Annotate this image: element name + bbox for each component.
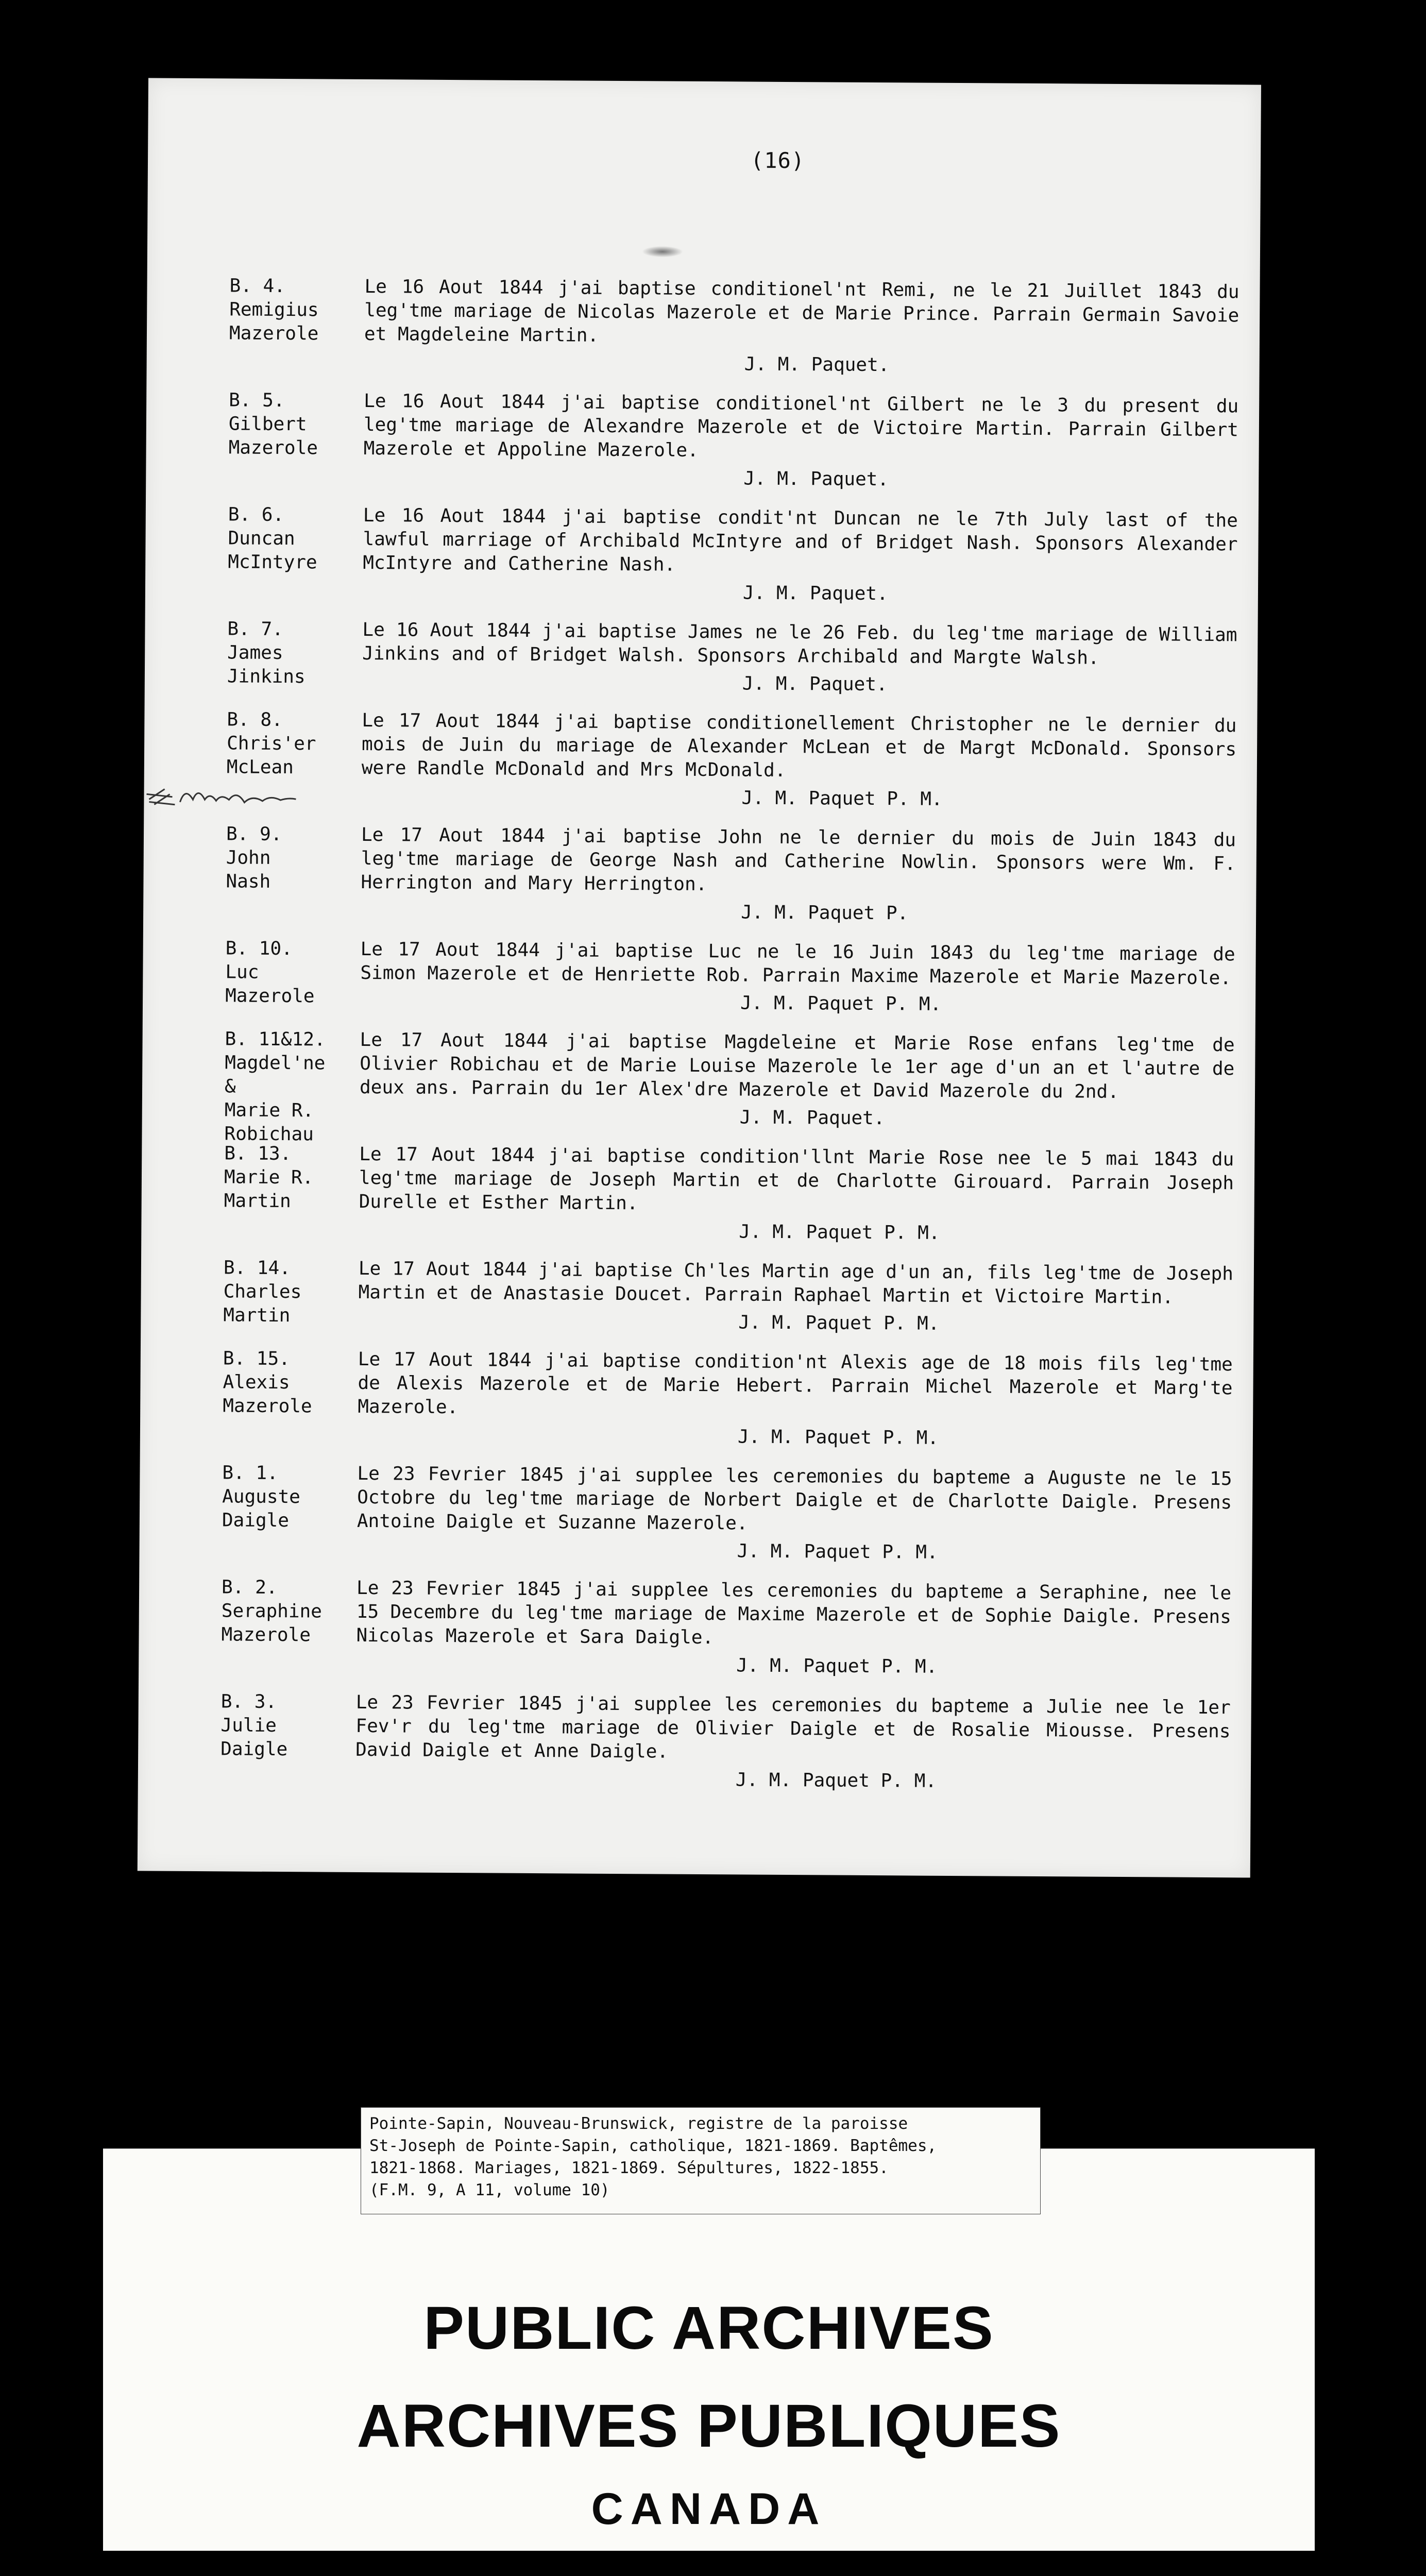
entry-b14 xyxy=(223,1256,1233,1337)
entry-b8 xyxy=(226,708,1236,813)
entry-signature: J. M. Paquet. xyxy=(739,1107,885,1129)
entry-b13 xyxy=(224,1142,1234,1247)
entry-label: B. 11&12. Magdel'ne & Marie R. Robichau xyxy=(224,1028,326,1145)
entry-text: Le 17 Aout 1844 j'ai baptise condition'llnt Marie Rose nee le 5 mai 1843 du leg'tme mariage de Joseph Martin et de Charlotte Girouard. Parrain Joseph Durelle et Esther Martin. xyxy=(359,1143,1234,1214)
label-line-3: 1821-1868. Mariages, 1821-1869. Sépultures, 1822-1855. xyxy=(369,2159,889,2177)
entry-signature: J. M. Paquet P. M. xyxy=(740,992,942,1015)
stamp-line-canada: CANADA xyxy=(591,2484,827,2534)
entry-signature: J. M. Paquet P. M. xyxy=(738,1312,940,1334)
stamp-line-archives-publiques: ARCHIVES PUBLIQUES xyxy=(356,2392,1061,2460)
entry-text: Le 17 Aout 1844 j'ai baptise Luc ne le 16 Juin 1843 du leg'tme mariage de Simon Mazerole et de Henriette Rob. Parrain Maxime Mazerole et Marie Mazerole. xyxy=(360,938,1235,989)
entry-label: B. 14. Charles Martin xyxy=(223,1257,302,1327)
entry-text: Le 16 Aout 1844 j'ai baptise James ne le 26 Feb. du leg'tme mariage de William Jinkins and of Bridget Walsh. Sponsors Archibald and Margte Walsh. xyxy=(362,619,1237,669)
entry-b15 xyxy=(223,1347,1233,1452)
entry-signature: J. M. Paquet P. M. xyxy=(741,787,943,810)
entry-text: Le 17 Aout 1844 j'ai baptise Magdeleine et Marie Rose enfans leg'tme de Olivier Robichau et de Marie Louise Mazerole le 1er age d'un an et l'autre de deux ans. Parrain du 1er Alex'dre Mazerole et David Mazerole du 2nd. xyxy=(359,1029,1235,1103)
entry-text: Le 16 Aout 1844 j'ai baptise condit'nt Duncan ne le 7th July last of the lawful marriage of Archibald McIntyre and of Bridget Nash. Sponsors Alexander McIntyre and Catherine Nash. xyxy=(363,504,1238,575)
entry-label: B. 5. Gilbert Mazerole xyxy=(228,389,318,459)
entry-text: Le 16 Aout 1844 j'ai baptise conditionel'nt Remi, ne le 21 Juillet 1843 du leg'tme mariage de Nicolas Mazerole et de Marie Prince. Parrain Germain Savoie et Magdeleine Martin. xyxy=(364,276,1240,346)
ink-smudge xyxy=(642,246,683,257)
entry-b5 xyxy=(228,388,1238,494)
page-number: (16) xyxy=(750,147,805,174)
entry-signature: J. M. Paquet P. M. xyxy=(735,1769,937,1792)
entry-label: B. 2. Seraphine Mazerole xyxy=(221,1577,322,1646)
archive-reference-label xyxy=(361,2107,1041,2214)
entry-signature: J. M. Paquet P. xyxy=(741,902,909,924)
entry-b4 xyxy=(229,274,1240,379)
entry-b7 xyxy=(227,617,1237,699)
entry-signature: J. M. Paquet. xyxy=(743,468,889,490)
label-line-4: (F.M. 9, A 11, volume 10) xyxy=(369,2181,610,2199)
entry-signature: J. M. Paquet. xyxy=(742,582,888,605)
entry-label: B. 6. Duncan McIntyre xyxy=(228,504,317,573)
entry-text: Le 17 Aout 1844 j'ai baptise condition'nt Alexis age de 18 mois fils leg'tme de Alexis Mazerole et de Marie Hebert. Parrain Michel Mazerole et Marg'te Mazerole. xyxy=(358,1348,1233,1418)
label-line-1: Pointe-Sapin, Nouveau-Brunswick, registre de la paroisse xyxy=(369,2114,908,2133)
entry-signature: J. M. Paquet P. M. xyxy=(737,1540,938,1563)
entry-text: Le 17 Aout 1844 j'ai baptise Ch'les Martin age d'un an, fils leg'tme de Joseph Martin et de Anastasie Doucet. Parrain Raphael Martin et Victoire Martin. xyxy=(358,1258,1234,1308)
entry-label: B. 4. Remigius Mazerole xyxy=(229,275,319,345)
entry-b6 xyxy=(228,503,1238,608)
entry-label: B. 3. Julie Daigle xyxy=(220,1691,288,1760)
entry-text: Le 23 Fevrier 1845 j'ai supplee les ceremonies du bapteme a Seraphine, nee le 15 Decembre du leg'tme mariage de Maxime Mazerole et de Sophie Daigle. Presens Nicolas Mazerole et Sara Daigle. xyxy=(356,1577,1232,1649)
entry-label: B. 10. Luc Mazerole xyxy=(225,938,315,1007)
entry-text: Le 16 Aout 1844 j'ai baptise conditionel'nt Gilbert ne le 3 du present du leg'tme mariage de Alexandre Mazerole et de Victoire Martin. Parrain Gilbert Mazerole et Appoline Mazerole. xyxy=(363,390,1239,461)
stamp-line-public-archives: PUBLIC ARCHIVES xyxy=(423,2294,994,2362)
baptism-entries xyxy=(220,274,1240,1810)
entry-label: B. 1. Auguste Daigle xyxy=(222,1462,301,1532)
entry-signature: J. M. Paquet. xyxy=(742,673,888,696)
entry-b10 xyxy=(225,937,1235,1018)
entry-b11-12 xyxy=(224,1027,1235,1145)
entry-signature: J. M. Paquet P. M. xyxy=(739,1221,940,1244)
entry-b9 xyxy=(226,822,1236,927)
entry-label: B. 8. Chris'er McLean xyxy=(226,709,316,778)
entry-label: B. 9. John Nash xyxy=(226,823,282,892)
entry-signature: J. M. Paquet P. M. xyxy=(736,1655,938,1677)
register-page xyxy=(138,78,1261,1877)
entry-text: Le 17 Aout 1844 j'ai baptise John ne le dernier du mois de Juin 1843 du leg'tme mariage de George Nash and Catherine Nowlin. Sponsors were Wm. F. Herrington and Mary Herrington. xyxy=(361,824,1236,895)
entry-label: B. 13. Marie R. Martin xyxy=(224,1143,314,1212)
entry-label: B. 15. Alexis Mazerole xyxy=(223,1348,312,1417)
entry-1845-b2 xyxy=(221,1575,1231,1681)
entry-label: B. 7. James Jinkins xyxy=(227,618,305,688)
entry-1845-b1 xyxy=(222,1461,1232,1566)
entry-text: Le 17 Aout 1844 j'ai baptise conditionellement Christopher ne le dernier du mois de Juin du mariage de Alexander McLean et de Margt McDonald. Sponsors were Randle McDonald and Mrs McDonald. xyxy=(361,709,1237,781)
entry-text: Le 23 Fevrier 1845 j'ai supplee les ceremonies du bapteme a Auguste ne le 15 Octobre du leg'tme mariage de Norbert Daigle et de Charlotte Daigle. Presens Antoine Daigle et Suzanne Mazerole. xyxy=(356,1463,1232,1534)
entry-signature: J. M. Paquet. xyxy=(744,353,890,376)
entry-signature: J. M. Paquet P. M. xyxy=(737,1426,939,1449)
entry-1845-b3 xyxy=(220,1690,1231,1795)
label-line-2: St-Joseph de Pointe-Sapin, catholique, 1821-1869. Baptêmes, xyxy=(369,2137,937,2155)
entry-text: Le 23 Fevrier 1845 j'ai supplee les ceremonies du bapteme a Julie nee le 1er Fev'r du leg'tme mariage de Olivier Daigle et de Rosalie Miousse. Presens David Daigle et Anne Daigle. xyxy=(355,1691,1231,1762)
